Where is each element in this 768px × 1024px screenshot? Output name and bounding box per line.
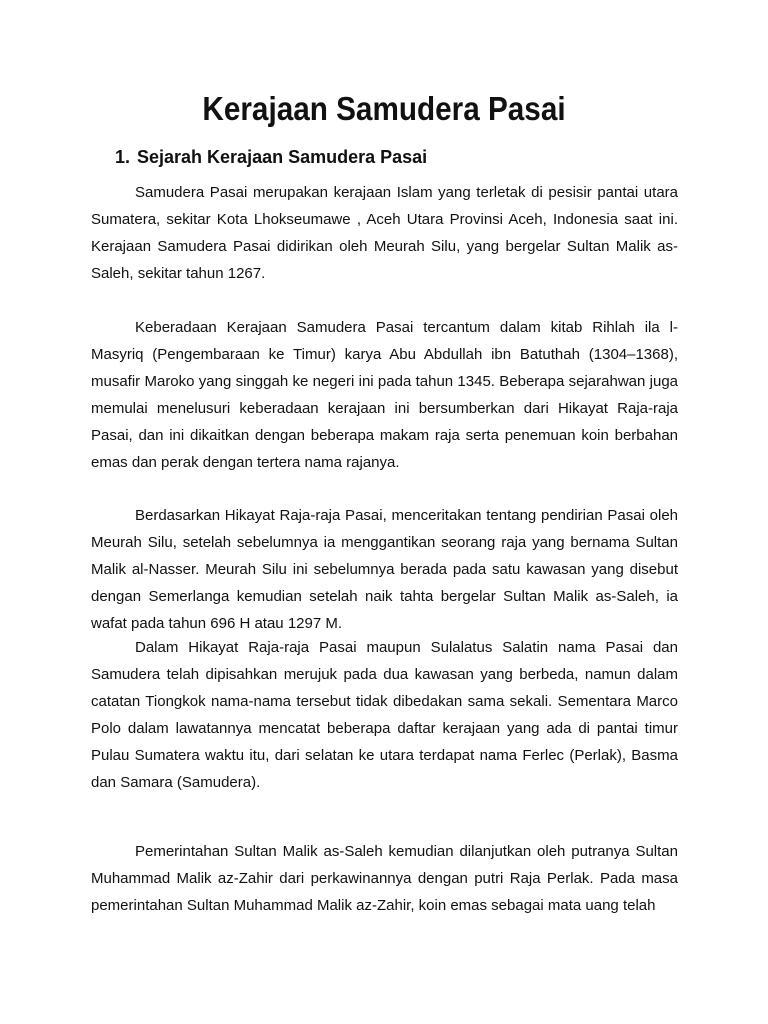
paragraph: Pemerintahan Sultan Malik as-Saleh kemudian dilanjutkan oleh putranya Sultan Muhammad Malik az-Zahir dari perkawinannya dengan putri Raja Perlak. Pada masa pemerintahan Sultan Muhammad Malik az-Zahir, koin emas sebagai mata uang telah [91,843,678,914]
document-title: Kerajaan Samudera Pasai [202,90,566,127]
paragraph: Keberadaan Kerajaan Samudera Pasai tercantum dalam kitab Rihlah ila l-Masyriq (Pengembaraan ke Timur) karya Abu Abdullah ibn Batuthah (1304–1368), musafir Maroko yang singgah ke negeri ini pada tahun 1345. Beberapa sejarahwan juga memulai menelusuri keberadaan kerajaan ini bersumberkan dari Hikayat Raja-raja Pasai, dan ini dikaitkan dengan beberapa makam raja serta penemuan koin berbahan emas dan perak dengan tertera nama rajanya. [91,319,678,471]
paragraph: Dalam Hikayat Raja-raja Pasai maupun Sulalatus Salatin nama Pasai dan Samudera telah dipisahkan merujuk pada dua kawasan yang berbeda, namun dalam catatan Tiongkok nama-nama tersebut tidak dibedakan sama sekali. Sementara Marco Polo dalam lawatannya mencatat beberapa daftar kerajaan yang ada di pantai timur Pulau Sumatera waktu itu, dari selatan ke utara terdapat nama Ferlec (Perlak), Basma dan Samara (Samudera). [91,639,678,791]
paragraph: Samudera Pasai merupakan kerajaan Islam yang terletak di pesisir pantai utara Sumatera, sekitar Kota Lhokseumawe , Aceh Utara Provinsi Aceh, Indonesia saat ini. Kerajaan Samudera Pasai didirikan oleh Meurah Silu, yang bergelar Sultan Malik as-Saleh, sekitar tahun 1267. [91,184,678,282]
paragraph: Berdasarkan Hikayat Raja-raja Pasai, menceritakan tentang pendirian Pasai oleh Meurah Silu, setelah sebelumnya ia menggantikan seorang raja yang bernama Sultan Malik al-Nasser. Meurah Silu ini sebelumnya berada pada satu kawasan yang disebut dengan Semerlanga kemudian setelah naik tahta bergelar Sultan Malik as-Saleh, ia wafat pada tahun 696 H atau 1297 M. [91,507,678,632]
section-heading [115,143,427,171]
section-heading-text: Sejarah Kerajaan Samudera Pasai [137,147,428,167]
section-number: 1. [115,147,131,167]
